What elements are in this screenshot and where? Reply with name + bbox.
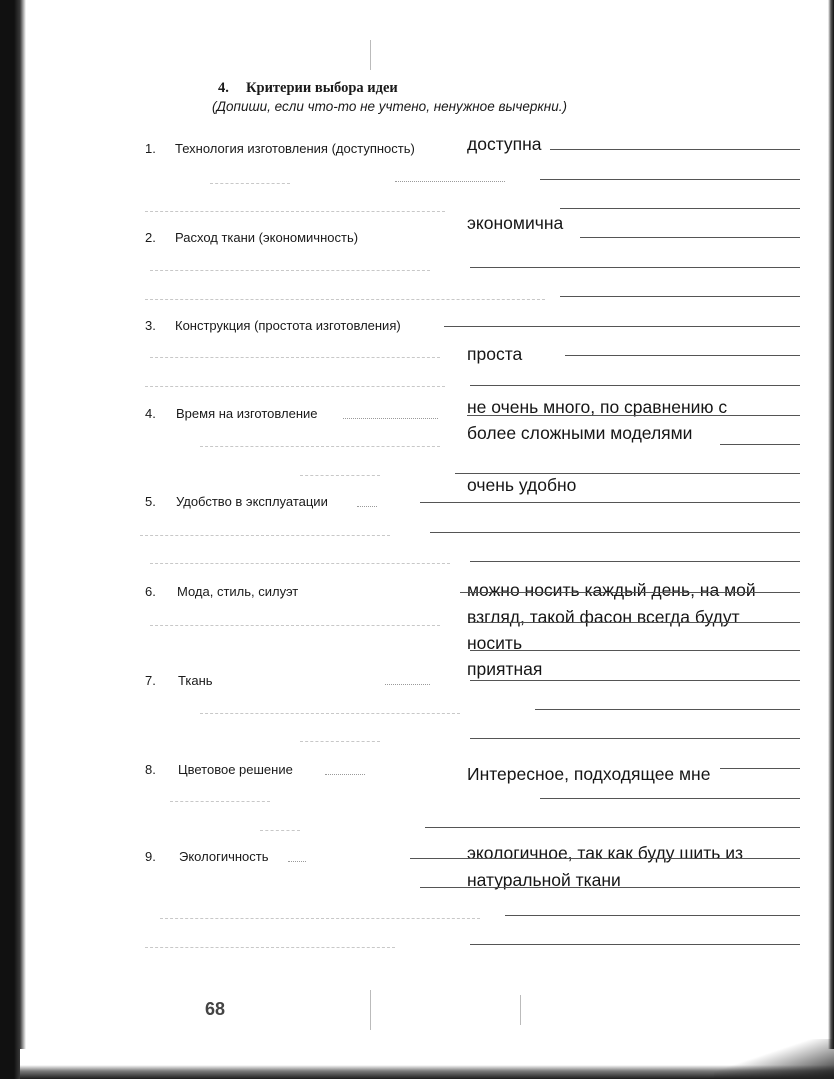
answer-line [540,179,800,180]
answer-line [300,475,380,476]
criterion-number: 8. [145,762,156,777]
criterion-answer: экономична [467,213,564,233]
answer-line [540,798,800,799]
answer-line [200,713,460,714]
section-instruction: (Допиши, если что-то не учтено, ненужное вычеркни.) [212,99,567,114]
criterion-label: Конструкция (простота изготовления) [175,318,401,333]
answer-line [150,270,430,271]
scan-corner-shadow [714,1039,834,1079]
answer-line [160,918,480,919]
scan-left-edge [0,0,26,1079]
criterion-number: 1. [145,141,156,156]
answer-line [470,267,800,268]
criterion-number: 7. [145,673,156,688]
answer-line [385,684,430,685]
criterion-answer: можно носить каждый день, на мой [467,580,756,600]
answer-line [357,506,377,507]
scan-speck [520,995,521,1025]
criterion-number: 9. [145,849,156,864]
answer-line [470,622,800,623]
answer-line [470,738,800,739]
answer-line [470,650,800,651]
criterion-answer: приятная [467,659,543,679]
section-heading [218,80,398,97]
answer-line [720,768,800,769]
criterion-answer: носить [467,633,523,653]
answer-line [145,299,545,300]
scan-speck [370,990,371,1030]
answer-line [325,774,365,775]
answer-line [505,915,800,916]
criterion-answer: экологичное, так как буду шить из [467,843,744,863]
criterion-label: Удобство в эксплуатации [176,494,328,509]
criterion-number: 4. [145,406,156,421]
scan-speck [370,40,371,70]
criterion-label: Время на изготовление [176,406,318,421]
answer-line [260,830,300,831]
answer-line [550,149,800,150]
answer-line [470,944,800,945]
criterion-answer: более сложными моделями [467,423,693,443]
answer-line [470,680,800,681]
answer-line [145,211,445,212]
scan-bottom-edge [20,1049,834,1079]
answer-line [150,563,450,564]
criterion-label: Экологичность [179,849,269,864]
criterion-answer: Интересное, подходящее мне [467,764,711,784]
answer-line [425,827,800,828]
answer-line [170,801,270,802]
answer-line [470,561,800,562]
answer-line [410,858,800,859]
answer-line [470,385,800,386]
criterion-answer: проста [467,344,523,364]
answer-line [420,502,800,503]
answer-line [420,887,800,888]
page-number: 68 [205,999,226,1019]
criterion-number: 2. [145,230,156,245]
criterion-answer: очень удобно [467,475,577,495]
answer-line [145,947,395,948]
criterion-number: 6. [145,584,156,599]
answer-line [150,357,440,358]
answer-line [467,415,800,416]
criterion-label: Мода, стиль, силуэт [177,584,299,599]
answer-line [300,741,380,742]
answer-line [145,386,445,387]
criterion-answer: не очень много, по сравнению с [467,397,728,417]
answer-line [343,418,438,419]
answer-line [150,625,440,626]
answer-line [200,446,440,447]
answer-line [535,709,800,710]
answer-line [720,444,800,445]
answer-line [460,592,800,593]
criterion-label: Технология изготовления (доступность) [175,141,415,156]
answer-line [430,532,800,533]
scan-right-edge [828,0,834,1079]
answer-line [455,473,800,474]
answer-line [444,326,800,327]
answer-line [210,183,290,184]
answer-line [395,181,505,182]
criterion-label: Расход ткани (экономичность) [175,230,359,245]
answer-line [288,861,306,862]
criterion-answer: доступна [467,134,542,154]
criterion-label: Цветовое решение [178,762,293,777]
answer-line [560,208,800,209]
answer-line [565,355,800,356]
answer-line [580,237,800,238]
criterion-label: Ткань [178,673,213,688]
criterion-answer: взгляд, такой фасон всегда будут [467,607,740,627]
answer-line [140,535,390,536]
answer-line [560,296,800,297]
criterion-number: 5. [145,494,156,509]
criterion-answer: натуральной ткани [467,870,621,890]
section-title: Критерии выбора идеи [246,80,398,96]
section-number: 4. [218,80,229,96]
criterion-number: 3. [145,318,156,333]
